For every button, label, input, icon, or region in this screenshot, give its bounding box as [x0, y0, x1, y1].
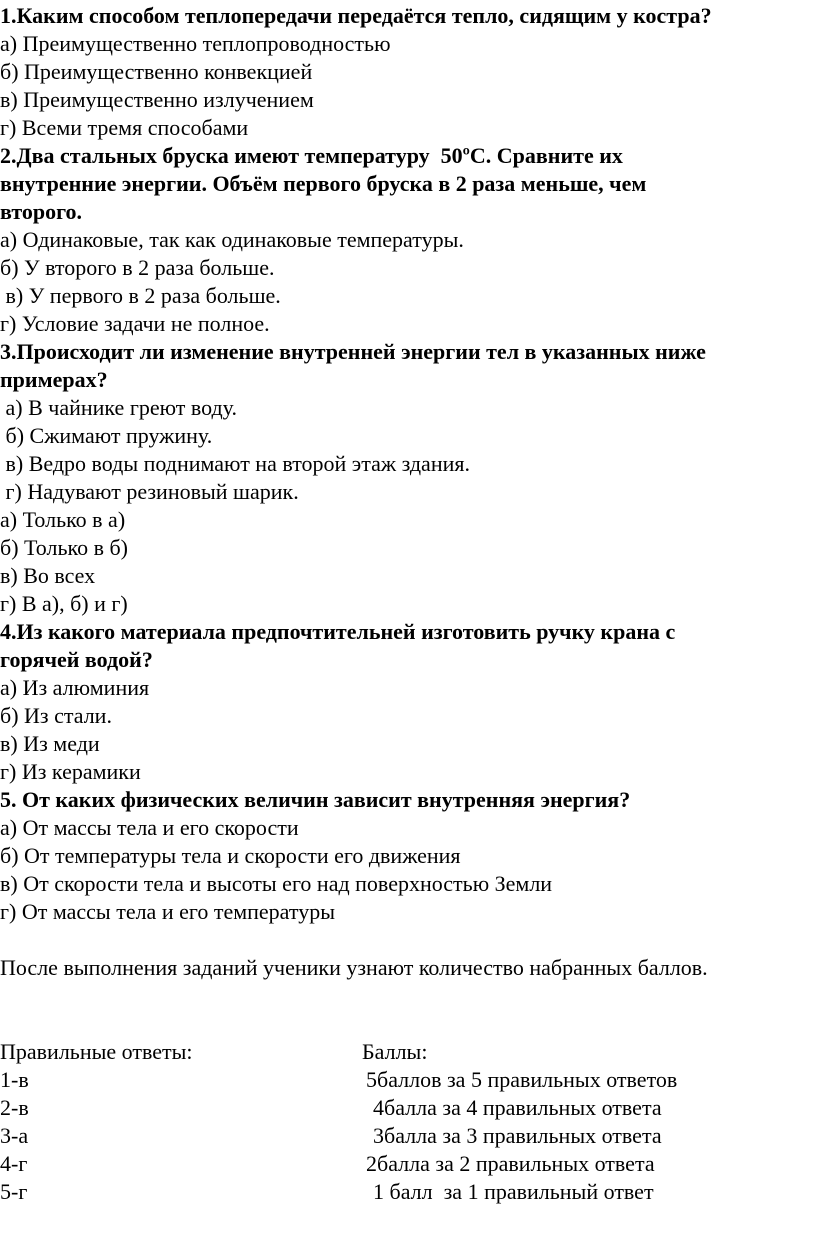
points-row-2: 4балла за 4 правильных ответа: [373, 1095, 662, 1120]
question-5: 5. От каких физических величин зависит внутренняя энергия?: [0, 787, 631, 812]
q1-option-b: б) Преимущественно конвекцией: [0, 59, 313, 84]
question-3-line-2: примерах?: [0, 367, 108, 392]
points-row-4: 2балла за 2 правильных ответа: [366, 1151, 655, 1176]
q1-option-d: г) Всеми тремя способами: [0, 115, 249, 140]
question-1: 1.Каким способом теплопередачи передаётся тепло, сидящим у костра?: [0, 3, 712, 28]
q3-option-a: а) Только в а): [0, 507, 126, 532]
q5-option-d: г) От массы тела и его температуры: [0, 899, 335, 924]
question-3-line-1: 3.Происходит ли изменение внутренней энергии тел в указанных ниже: [0, 339, 706, 364]
q2-option-b: б) У второго в 2 раза больше.: [0, 255, 275, 280]
answer-5: 5-г: [0, 1179, 28, 1204]
q4-option-a: а) Из алюминия: [0, 675, 150, 700]
q4-option-b: б) Из стали.: [0, 703, 112, 728]
q4-option-c: в) Из меди: [0, 731, 100, 756]
question-2-line-1: 2.Два стальных бруска имеют температуру 50ºС. Сравните их: [0, 143, 623, 168]
q3-option-d: г) В а), б) и г): [0, 591, 128, 616]
answer-4: 4-г: [0, 1151, 28, 1176]
q3-example-c: в) Ведро воды поднимают на второй этаж здания.: [0, 451, 470, 476]
question-2-line-3: второго.: [0, 199, 83, 224]
question-2-line-2: внутренние энергии. Объём первого бруска в 2 раза меньше, чем: [0, 171, 647, 196]
q5-option-a: а) От массы тела и его скорости: [0, 815, 299, 840]
answer-1: 1-в: [0, 1067, 29, 1092]
q4-option-d: г) Из керамики: [0, 759, 141, 784]
q2-option-d: г) Условие задачи не полное.: [0, 311, 270, 336]
points-header: Баллы:: [362, 1039, 428, 1064]
scoring-note: После выполнения заданий ученики узнают количество набранных баллов.: [0, 955, 708, 980]
points-row-3: 3балла за 3 правильных ответа: [373, 1123, 662, 1148]
points-row-1: 5баллов за 5 правильных ответов: [366, 1067, 678, 1092]
q2-option-c: в) У первого в 2 раза больше.: [0, 283, 281, 308]
question-4-line-1: 4.Из какого материала предпочтительней изготовить ручку крана с: [0, 619, 676, 644]
answers-header: Правильные ответы:: [0, 1039, 193, 1064]
q3-option-b: б) Только в б): [0, 535, 129, 560]
q3-example-d: г) Надувают резиновый шарик.: [0, 479, 299, 504]
answer-2: 2-в: [0, 1095, 29, 1120]
q1-option-a: а) Преимущественно теплопроводностью: [0, 31, 391, 56]
answer-3: 3-а: [0, 1123, 29, 1148]
q3-example-b: б) Сжимают пружину.: [0, 423, 213, 448]
q1-option-c: в) Преимущественно излучением: [0, 87, 314, 112]
q5-option-c: в) От скорости тела и высоты его над поверхностью Земли: [0, 871, 553, 896]
q3-example-a: а) В чайнике греют воду.: [0, 395, 237, 420]
q5-option-b: б) От температуры тела и скорости его движения: [0, 843, 461, 868]
question-4-line-2: горячей водой?: [0, 647, 153, 672]
points-row-5: 1 балл за 1 правильный ответ: [373, 1179, 654, 1204]
q2-option-a: а) Одинаковые, так как одинаковые температуры.: [0, 227, 464, 252]
q3-option-c: в) Во всех: [0, 563, 96, 588]
